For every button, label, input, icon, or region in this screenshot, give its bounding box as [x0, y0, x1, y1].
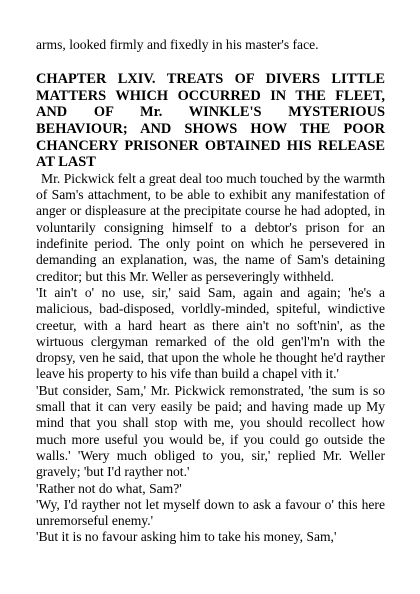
paragraph-3: 'But consider, Sam,' Mr. Pickwick remonstrated, 'the sum is so small that it can very easily be paid; and having made up My mind that you shall stop with me, you should recollect how much more useful you would be, if you could go outside the walls.' 'Wery much obliged to you, sir,' replied Mr. Weller gravely; 'but I'd rayther not.'	[36, 382, 385, 480]
book-page	[36, 37, 385, 546]
paragraph-2: 'It ain't o' no use, sir,' said Sam, again and again; 'he's a malicious, bad-disposed, vorldly-minded, spiteful, windictive creetur, with a hard heart as there ain't no soft'nin', as the wirtuous clergyman remarked of the old gen'l'm'n with the dropsy, ven he said, that upon the whole he thought he'd rayther leave his property to his vife than build a chapel vith it.'	[36, 284, 385, 382]
paragraph-1: Mr. Pickwick felt a great deal too much touched by the warmth of Sam's attachment, to be able to exhibit any manifestation of anger or displeasure at the precipitate course he had adopted, in voluntarily consigning himself to a debtor's prison for an indefinite period. The only point on which he persevered in demanding an explanation, was, the name of Sam's detaining creditor; but this Mr. Weller as perseveringly withheld.	[36, 170, 385, 284]
paragraph-5: 'Wy, I'd rayther not let myself down to ask a favour o' this here unremorseful enemy.'	[36, 496, 385, 529]
chapter-heading: CHAPTER LXIV. TREATS OF DIVERS LITTLE MATTERS WHICH OCCURRED IN THE FLEET, AND OF Mr. WINKLE'S MYSTERIOUS BEHAVIOUR; AND SHOWS HOW THE POOR CHANCERY PRISONER OBTAINED HIS RELEASE AT LAST	[36, 71, 385, 171]
paragraph-6: 'But it is no favour asking him to take his money, Sam,'	[36, 529, 337, 545]
continued-paragraph: arms, looked firmly and fixedly in his master's face.	[36, 37, 319, 52]
paragraph-4: 'Rather not do what, Sam?'	[36, 480, 182, 496]
